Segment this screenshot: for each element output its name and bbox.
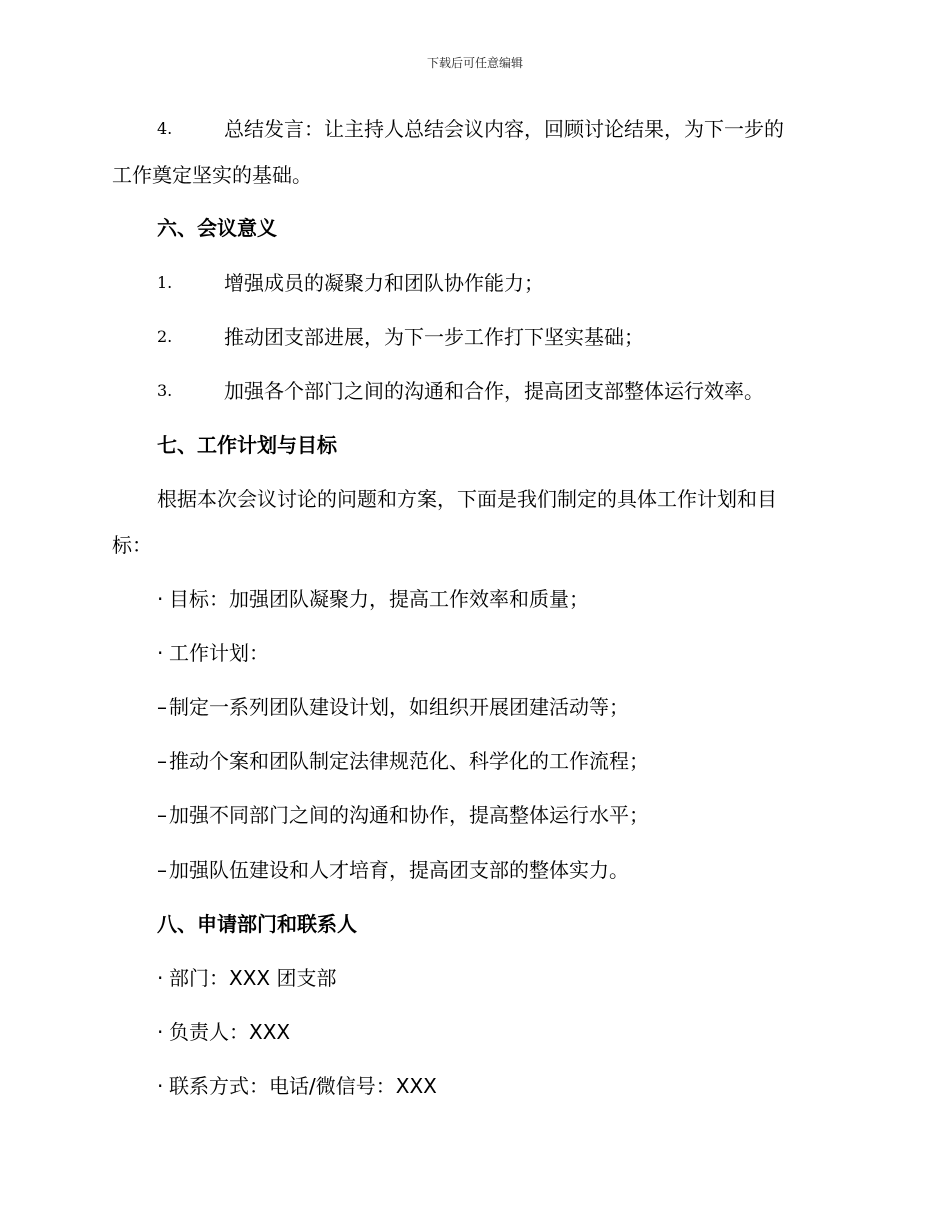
dash-mark: – [157,749,167,773]
bullet-mark: · [157,641,164,665]
header-note: 下载后可任意编辑 [426,56,523,70]
list-item-text: 增强成员的凝聚力和团队协作能力； [224,271,544,295]
bullet-mark: · [157,1074,164,1098]
list-number: 3. [157,381,173,400]
list-item-text: 加强各个部门之间的沟通和合作，提高团支部整体运行效率。 [224,379,764,403]
list-number: 2. [157,327,173,346]
dash-mark: – [157,858,167,882]
dash-mark: – [157,803,167,827]
plan-item [157,693,847,721]
bullet-mark: · [157,1020,164,1044]
section-heading-6: 六、会议意义 [157,216,277,240]
contact-bullet [157,1072,847,1100]
person-bullet [157,1018,847,1046]
list-item-4-continuation: 工作奠定坚实的基础。 [112,163,312,187]
plan-item-text: 推动个案和团队制定法律规范化、科学化的工作流程； [169,749,649,773]
plan-item [157,801,847,829]
list-item-text: 推动团支部进展，为下一步工作打下坚实基础； [224,325,644,349]
plan-item-text: 加强队伍建设和人才培育，提高团支部的整体实力。 [169,858,629,882]
goal-text: 目标：加强团队凝聚力，提高工作效率和质量； [169,587,589,611]
section7-intro: 根据本次会议讨论的问题和方案，下面是我们制定的具体工作计划和目 [157,487,777,511]
plan-item [157,856,847,884]
plan-bullet [157,639,847,667]
dash-mark: – [157,695,167,719]
list-item-3 [157,377,847,405]
plan-item-text: 制定一系列团队建设计划，如组织开展团建活动等； [169,695,629,719]
list-item-1 [157,269,847,297]
plan-item [157,747,847,775]
contact-text: 联系方式：电话/微信号：XXX [169,1074,437,1098]
department-bullet [157,964,847,992]
list-item-text: 总结发言：让主持人总结会议内容，回顾讨论结果，为下一步的 [224,117,784,141]
section-heading-8: 八、申请部门和联系人 [157,912,357,936]
list-item-4 [157,115,847,143]
section-heading-7: 七、工作计划与目标 [157,433,337,457]
bullet-mark: · [157,966,164,990]
person-text: 负责人：XXX [169,1020,291,1044]
section7-intro-continuation: 标： [112,533,152,557]
list-number: 4. [157,119,173,138]
plan-item-text: 加强不同部门之间的沟通和协作，提高整体运行水平； [169,803,649,827]
bullet-mark: · [157,587,164,611]
list-item-2 [157,323,847,351]
list-number: 1. [157,273,173,292]
goal-bullet [157,585,847,613]
plan-label: 工作计划： [169,641,269,665]
department-text: 部门：XXX 团支部 [169,966,337,990]
